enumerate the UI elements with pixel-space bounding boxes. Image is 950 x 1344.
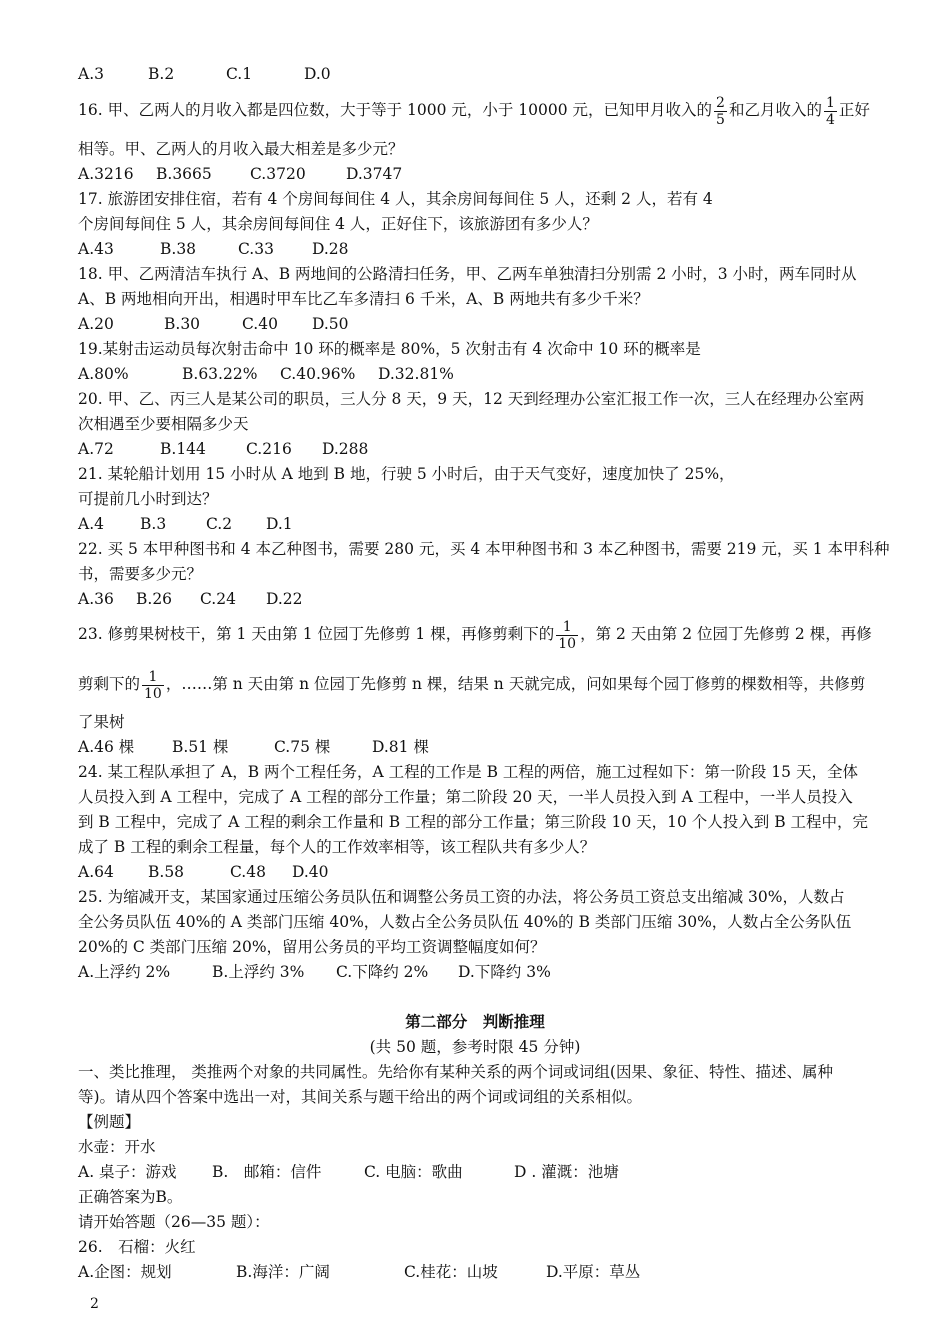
q26-option-d: D.平原：草丛 <box>546 1263 641 1281</box>
q18-option-d: D.50 <box>312 315 349 333</box>
q25-options <box>78 962 551 982</box>
example-option-d: D . 灌溉：池塘 <box>514 1163 619 1181</box>
q23-option-b: B.51 棵 <box>172 738 229 756</box>
q23-option-d: D.81 棵 <box>372 738 429 756</box>
q21-option-a: A.4 <box>78 515 104 533</box>
q24-option-a: A.64 <box>78 863 114 881</box>
q23-line-1 <box>78 616 872 652</box>
q21-line-1: 21. 某轮船计划用 15 小时从 A 地到 B 地，行驶 5 小时后，由于天气变好，速度加快了 25%， <box>78 465 735 483</box>
q18-option-b: B.30 <box>164 315 201 333</box>
q16-fraction-1 <box>714 95 727 128</box>
q24-line-4: 成了 B 工程的剩余工程量，每个人的工作效率相等，该工程队共有多少人？ <box>78 838 596 856</box>
fraction-numerator: 2 <box>716 94 725 111</box>
example-option-b: B. 邮箱：信件 <box>212 1163 322 1181</box>
q23-line-3: 了果树 <box>78 713 125 731</box>
q19-option-c: C.40.96% <box>280 365 356 383</box>
q26-option-a: A.企图：规划 <box>78 1263 172 1281</box>
q18-option-a: A.20 <box>78 315 114 333</box>
q19-option-b: B.63.22% <box>182 365 258 383</box>
q23-fraction-2 <box>142 669 164 702</box>
q23-text-a: 23. 修剪果树枝干，第 1 天由第 1 位园丁先修剪 1 棵，再修剪剩下的 <box>78 625 555 643</box>
q20-option-b: B.144 <box>160 440 206 458</box>
q26-option-b: B.海洋：广阔 <box>236 1263 330 1281</box>
q15-option-a: A.3 <box>78 65 104 83</box>
q20-line-1: 20. 甲、乙、丙三人是某公司的职员，三人分 8 天，9 天，12 天到经理办公室汇报工作一次，三人在经理办公室两 <box>78 390 865 408</box>
q21-line-2: 可提前几小时到达？ <box>78 490 218 508</box>
example-label: 【例题】 <box>78 1113 141 1131</box>
q25-line-2: 全公务员队伍 40%的 A 类部门压缩 40%，人数占全公务员队伍 40%的 B 类部门压缩 30%，人数占全公务队伍 <box>78 913 852 931</box>
q16-text-b: 和乙月收入的 <box>728 101 822 119</box>
q18-options <box>78 314 349 334</box>
q15-option-d: D.0 <box>304 65 331 83</box>
fraction-numerator: 1 <box>142 669 164 686</box>
q23-text-d: ，……第 n 天由第 n 位园丁先修剪 n 棵，结果 n 天就完成，问如果每个园丁修剪的棵数相等，共修剪 <box>165 675 866 693</box>
fraction-denominator: 10 <box>144 685 162 702</box>
fraction-denominator: 10 <box>558 635 577 652</box>
page-number: 2 <box>90 1296 99 1312</box>
q21-option-d: D.1 <box>266 515 293 533</box>
q19-options <box>78 364 454 384</box>
q25-line-1: 25. 为缩减开支，某国家通过压缩公务员队伍和调整公务员工资的办法，将公务员工资总支出缩减 30%，人数占 <box>78 888 845 906</box>
q21-options <box>78 514 293 534</box>
q26-option-c: C.桂花：山坡 <box>404 1263 498 1281</box>
q24-options <box>78 862 329 882</box>
q16-stem <box>78 92 870 128</box>
q22-line-2: 书，需要多少元？ <box>78 565 203 583</box>
section-title: 第二部分 判断推理 <box>405 1012 545 1031</box>
q23-option-a: A.46 棵 <box>78 738 135 756</box>
q23-text-c: 剪剩下的 <box>78 675 141 693</box>
q16-text-c: 正好 <box>838 101 870 119</box>
q16-option-b: B.3665 <box>156 165 212 183</box>
fraction-denominator: 4 <box>825 111 835 128</box>
fraction-denominator: 5 <box>716 111 725 128</box>
q16-option-a: A.3216 <box>78 165 134 183</box>
example-stem: 水壶：开水 <box>78 1138 156 1156</box>
q17-option-b: B.38 <box>160 240 197 258</box>
example-option-c: C. 电脑：歌曲 <box>364 1163 463 1181</box>
example-options <box>78 1162 619 1182</box>
q25-option-c: C.下降约 2% <box>336 963 429 981</box>
q17-option-c: C.33 <box>238 240 274 258</box>
part2-intro-line-2: 等)。请从四个答案中选出一对，其间关系与题干给出的两个词或词组的关系相似。 <box>78 1088 643 1106</box>
fraction-numerator: 1 <box>556 619 578 636</box>
q23-text-b: ，第 2 天由第 2 位园丁先修剪 2 棵，再修 <box>580 625 872 643</box>
q22-option-a: A.36 <box>78 590 114 608</box>
q24-option-b: B.58 <box>148 863 185 881</box>
q24-line-3: 到 B 工程中，完成了 A 工程的剩余工作量和 B 工程的部分工作量；第三阶段 10 天，10 个人投入到 B 工程中，完 <box>78 813 869 831</box>
q19-line-1: 19.某射击运动员每次射击命中 10 环的概率是 80%，5 次射击有 4 次命中 10 环的概率是 <box>78 340 701 358</box>
q20-option-a: A.72 <box>78 440 114 458</box>
q18-line-1: 18. 甲、乙两清洁车执行 A、B 两地间的公路清扫任务，甲、乙两车单独清扫分别需 2 小时，3 小时，两车同时从 <box>78 265 857 283</box>
q20-option-d: D.288 <box>322 440 369 458</box>
q23-options <box>78 737 429 757</box>
q15-options <box>78 64 331 84</box>
q24-option-c: C.48 <box>230 863 266 881</box>
q25-line-3: 20%的 C 类部门压缩 20%，留用公务员的平均工资调整幅度如何？ <box>78 938 546 956</box>
q16-text-a: 16. 甲、乙两人的月收入都是四位数，大于等于 1000 元，小于 10000 元，已知甲月收入的 <box>78 101 713 119</box>
q19-option-d: D.32.81% <box>378 365 454 383</box>
q25-option-a: A.上浮约 2% <box>78 963 171 981</box>
q25-option-b: B.上浮约 3% <box>212 963 305 981</box>
q18-line-2: A、B 两地相向开出，相遇时甲车比乙车多清扫 6 千米，A、B 两地共有多少千米？ <box>78 290 649 308</box>
q24-line-1: 24. 某工程队承担了 A，B 两个工程任务，A 工程的工作是 B 工程的两倍，施工过程如下：第一阶段 15 天，全体 <box>78 763 858 781</box>
q19-option-a: A.80% <box>78 365 129 383</box>
example-option-a: A. 桌子：游戏 <box>78 1163 177 1181</box>
q15-option-c: C.1 <box>226 65 253 83</box>
q22-line-1: 22. 买 5 本甲种图书和 4 本乙种图书，需要 280 元，买 4 本甲种图书和 3 本乙种图书，需要 219 元，买 1 本甲科种 <box>78 540 890 558</box>
q17-options <box>78 239 349 259</box>
q17-line-2: 个房间每间住 5 人，其余房间每间住 4 人，正好住下，该旅游团有多少人？ <box>78 215 598 233</box>
q17-option-a: A.43 <box>78 240 114 258</box>
q16-options <box>78 164 402 184</box>
example-answer: 正确答案为B。 <box>78 1188 183 1206</box>
q23-option-c: C.75 棵 <box>274 738 331 756</box>
q22-options <box>78 589 303 609</box>
q20-options <box>78 439 368 459</box>
q22-option-d: D.22 <box>266 590 303 608</box>
q22-option-c: C.24 <box>200 590 236 608</box>
q21-option-b: B.3 <box>140 515 167 533</box>
q21-option-c: C.2 <box>206 515 233 533</box>
q15-option-b: B.2 <box>148 65 175 83</box>
q18-option-c: C.40 <box>242 315 278 333</box>
section-subtitle: (共 50 题，参考时限 45 分钟) <box>369 1038 581 1056</box>
q20-option-c: C.216 <box>246 440 292 458</box>
q23-line-2 <box>78 666 865 702</box>
q16-option-c: C.3720 <box>250 165 306 183</box>
q23-fraction-1 <box>556 619 578 652</box>
q25-option-d: D.下降约 3% <box>458 963 551 981</box>
q16-option-d: D.3747 <box>346 165 403 183</box>
q22-option-b: B.26 <box>136 590 173 608</box>
q17-line-1: 17. 旅游团安排住宿，若有 4 个房间每间住 4 人，其余房间每间住 5 人，还剩 2 人，若有 4 <box>78 190 713 208</box>
start-instruction: 请开始答题（26—35 题）： <box>78 1213 270 1231</box>
fraction-numerator: 1 <box>825 94 835 111</box>
q16-fraction-2 <box>824 95 837 128</box>
q16-line-2: 相等。甲、乙两人的月收入最大相差是多少元？ <box>78 140 404 158</box>
q26-stem: 26. 石榴：火红 <box>78 1238 196 1256</box>
q24-option-d: D.40 <box>292 863 329 881</box>
q20-line-2: 次相遇至少要相隔多少天 <box>78 415 249 433</box>
q17-option-d: D.28 <box>312 240 349 258</box>
q24-line-2: 人员投入到 A 工程中，完成了 A 工程的部分工作量；第二阶段 20 天，一半人员投入到 A 工程中，一半人员投入 <box>78 788 853 806</box>
q26-options <box>78 1262 640 1282</box>
part2-intro-line-1: 一、类比推理， 类推两个对象的共同属性。先给你有某种关系的两个词或词组(因果、象征、特性、描述、属种 <box>78 1063 833 1081</box>
